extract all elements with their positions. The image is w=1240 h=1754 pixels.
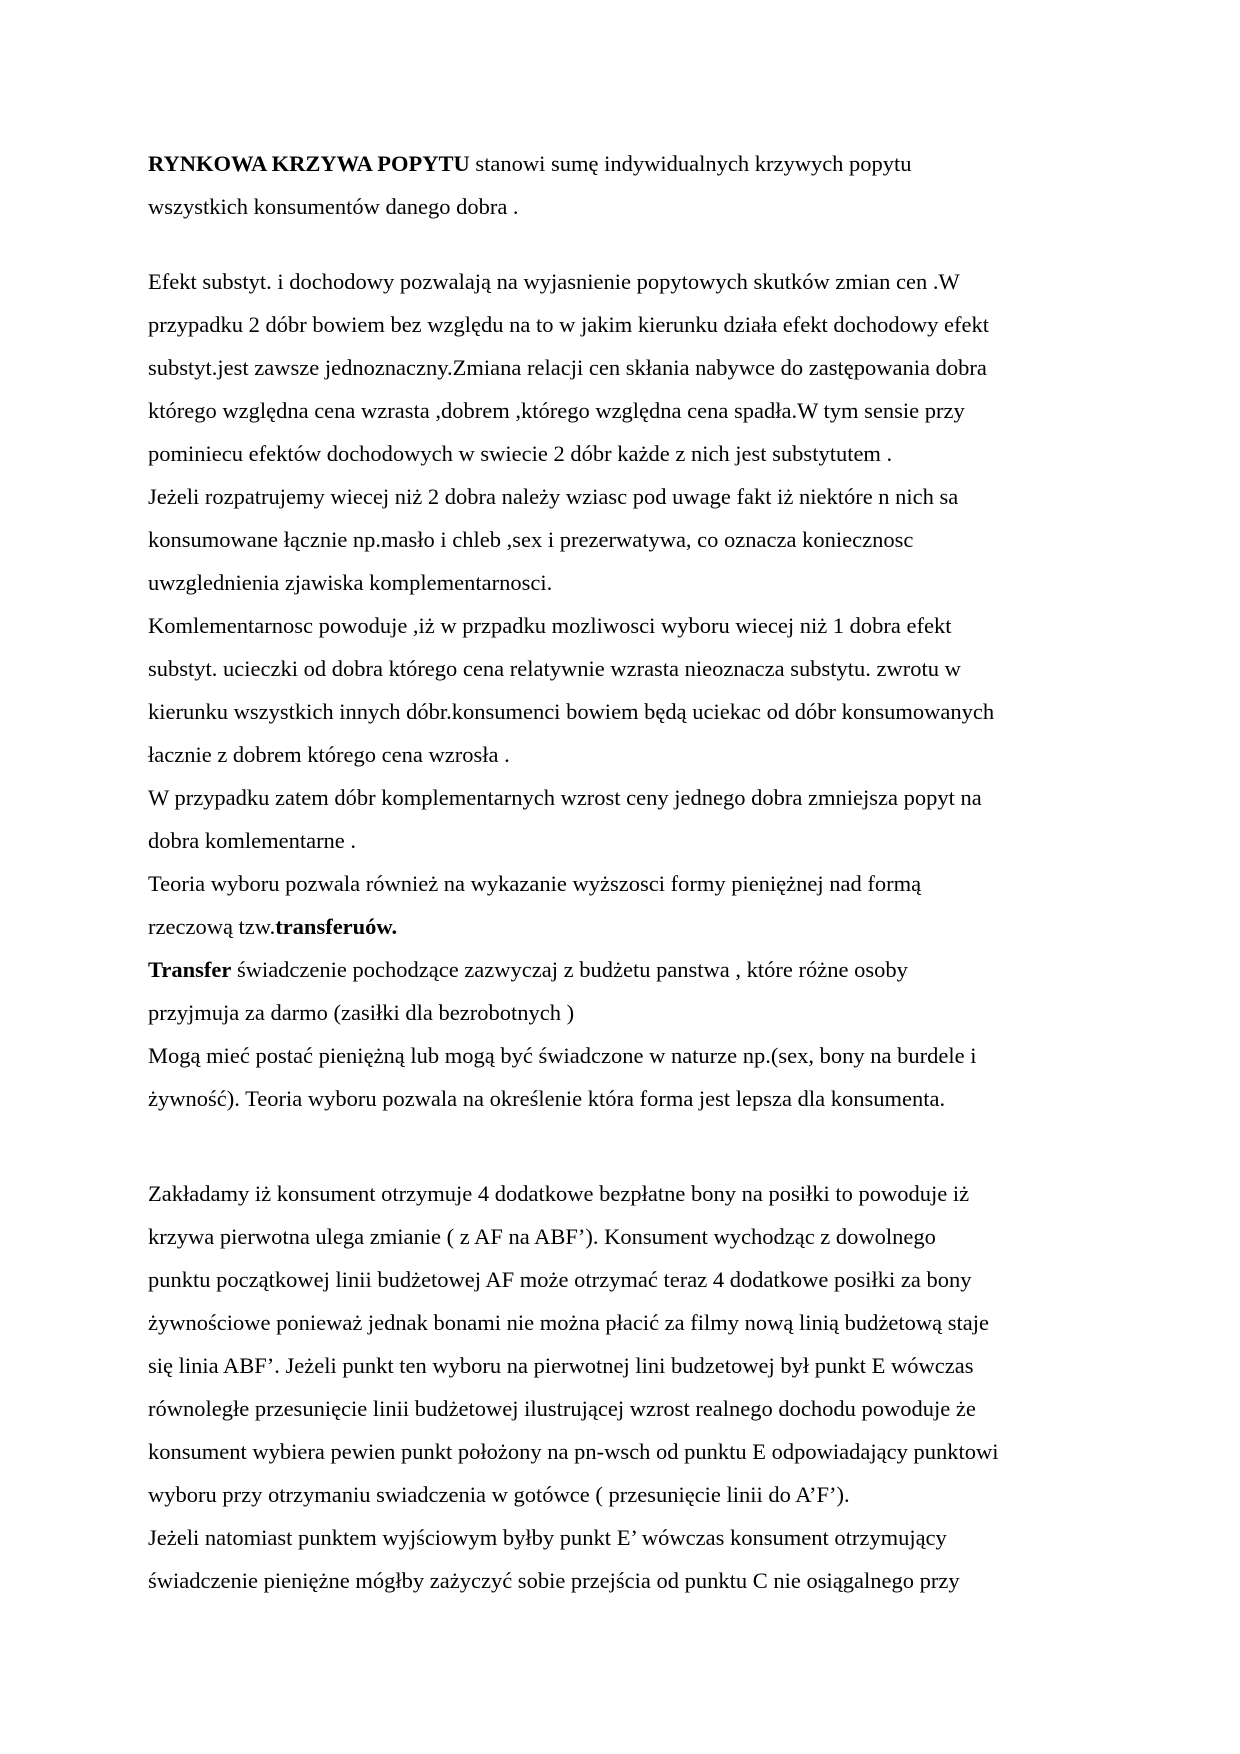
text-line: uwzglednienia zjawiska komplementarnosci. [148,570,553,595]
text-line: krzywa pierwotna ulega zmianie ( z AF na ABF’). Konsument wychodząc z dowolnego [148,1224,936,1249]
text-line: przypadku 2 dóbr bowiem bez względu na to w jakim kierunku działa efekt dochodowy efekt [148,312,989,337]
line-text: stanowi sumę indywidualnych krzywych popytu [469,151,912,176]
text-line: konsument wybiera pewien punkt położony na pn-wsch od punktu E odpowiadający punktowi [148,1439,999,1464]
text-line: wszystkich konsumentów danego dobra . [148,194,519,219]
text-line: Teoria wyboru pozwala również na wykazanie wyższosci formy pieniężnej nad formą [148,871,922,896]
line-text: rzeczową tzw. [148,914,276,939]
text-line: żywność). Teoria wyboru pozwala na określenie która forma jest lepsza dla konsumenta. [148,1086,946,1111]
text-line: wyboru przy otrzymaniu swiadczenia w gotówce ( przesunięcie linii do A’F’). [148,1482,850,1507]
text-line: Efekt substyt. i dochodowy pozwalają na wyjasnienie popytowych skutków zmian cen .W [148,269,960,294]
text-line [148,948,908,991]
text-line: Komlementarnosc powoduje ,iż w przpadku mozliwosci wyboru wiecej niż 1 dobra efekt [148,613,952,638]
bold-term: transferuów. [275,914,398,939]
text-line [148,905,397,948]
text-line: substyt.jest zawsze jednoznaczny.Zmiana relacji cen skłania nabywce do zastępowania dobra [148,355,987,380]
text-line: się linia ABF’. Jeżeli punkt ten wyboru na pierwotnej lini budzetowej był punkt E wówczas [148,1353,974,1378]
text-line: przyjmuja za darmo (zasiłki dla bezrobotnych ) [148,1000,575,1025]
text-line: żywnościowe ponieważ jednak bonami nie można płacić za filmy nową linią budżetową staje [148,1310,989,1335]
text-line: punktu początkowej linii budżetowej AF może otrzymać teraz 4 dodatkowe posiłki za bony [148,1267,972,1292]
text-line [148,142,912,185]
text-line: łacznie z dobrem którego cena wzrosła . [148,742,510,767]
text-line: konsumowane łącznie np.masło i chleb ,sex i prezerwatywa, co oznacza koniecznosc [148,527,914,552]
bold-term: RYNKOWA KRZYWA POPYTU [148,151,470,176]
text-line: Mogą mieć postać pieniężną lub mogą być świadczone w naturze np.(sex, bony na burdele i [148,1043,977,1068]
text-line: świadczenie pieniężne mógłby zażyczyć sobie przejścia od punktu C nie osiągalnego przy [148,1568,960,1593]
text-line: substyt. ucieczki od dobra którego cena relatywnie wzrasta nieoznacza substytu. zwrotu w [148,656,961,681]
text-line: którego względna cena wzrasta ,dobrem ,którego względna cena spadła.W tym sensie przy [148,398,965,423]
text-line: W przypadku zatem dóbr komplementarnych wzrost ceny jednego dobra zmniejsza popyt na [148,785,982,810]
text-line: Jeżeli rozpatrujemy wiecej niż 2 dobra należy wziasc pod uwage fakt iż niektóre n nich sa [148,484,959,509]
text-line: pominiecu efektów dochodowych w swiecie 2 dóbr każde z nich jest substytutem . [148,441,893,466]
text-line: kierunku wszystkich innych dóbr.konsumenci bowiem będą uciekac od dóbr konsumowanych [148,699,995,724]
line-text: świadczenie pochodzące zazwyczaj z budżetu panstwa , które różne osoby [231,957,908,982]
text-line: Zakładamy iż konsument otrzymuje 4 dodatkowe bezpłatne bony na posiłki to powoduje iż [148,1181,970,1206]
text-line: Jeżeli natomiast punktem wyjściowym byłby punkt E’ wówczas konsument otrzymujący [148,1525,947,1550]
text-line: równoległe przesunięcie linii budżetowej ilustrującej wzrost realnego dochodu powoduje że [148,1396,976,1421]
bold-term: Transfer [148,957,232,982]
text-line: dobra komlementarne . [148,828,357,853]
